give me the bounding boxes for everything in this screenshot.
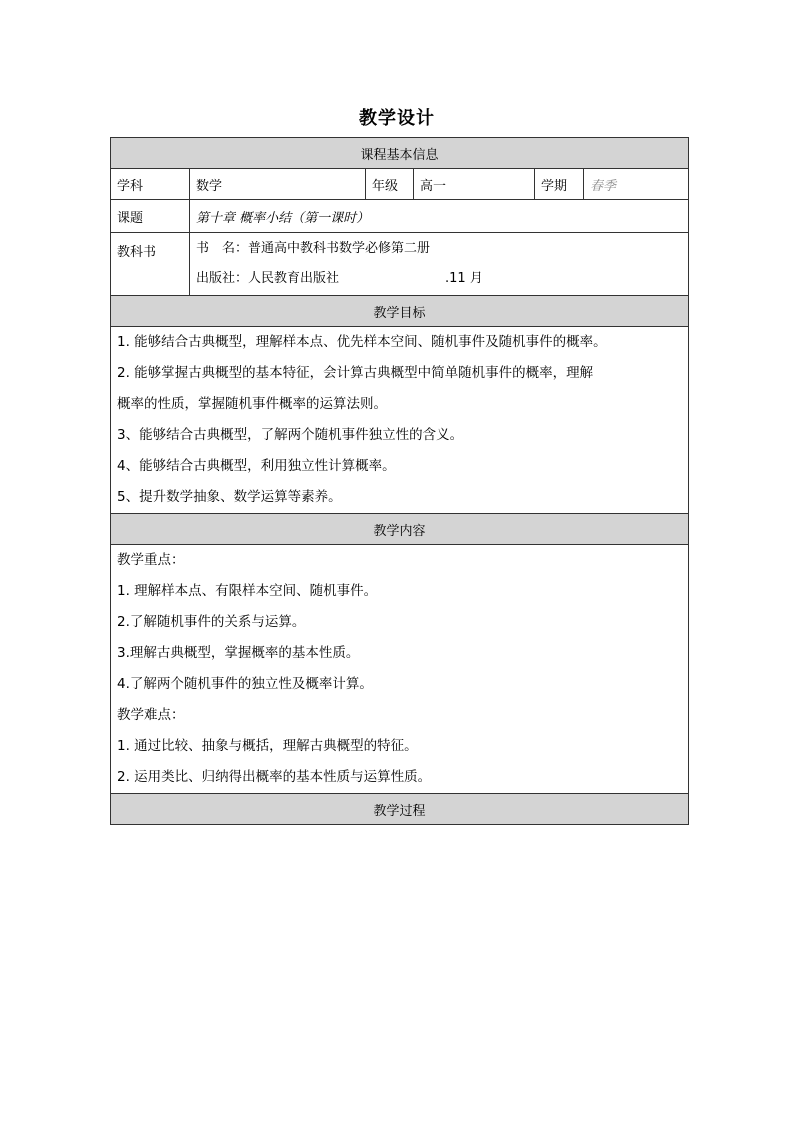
term-value: 春季 bbox=[584, 169, 689, 200]
textbook-details bbox=[190, 233, 689, 296]
document-title: 教学设计 bbox=[359, 108, 435, 129]
grade-value: 高一 bbox=[414, 169, 535, 200]
difficult-point-item: 1. 通过比较、抽象与概括，理解古典概型的特征。 bbox=[117, 738, 418, 754]
objectives-list bbox=[111, 327, 689, 514]
lesson-plan-table bbox=[110, 137, 689, 825]
textbook-label: 教科书 bbox=[111, 233, 190, 296]
objective-item: 概率的性质，掌握随机事件概率的运算法则。 bbox=[117, 396, 387, 412]
key-point-item: 2.了解随机事件的关系与运算。 bbox=[117, 614, 306, 630]
info-row bbox=[111, 169, 689, 200]
section-title: 教学目标 bbox=[111, 296, 689, 327]
subject-label: 学科 bbox=[111, 169, 190, 200]
textbook-row bbox=[111, 233, 689, 296]
objective-item: 3、能够结合古典概型，了解两个随机事件独立性的含义。 bbox=[117, 427, 464, 443]
section-header-content bbox=[111, 514, 689, 545]
objective-item: 2. 能够掌握古典概型的基本特征，会计算古典概型中简单随机事件的概率，理解 bbox=[117, 365, 594, 381]
publisher-line bbox=[196, 264, 682, 294]
content-list bbox=[111, 545, 689, 794]
key-point-item: 4.了解两个随机事件的独立性及概率计算。 bbox=[117, 676, 373, 692]
book-name: 书 名：普通高中教科书数学必修第二册 bbox=[196, 241, 431, 256]
objective-item: 5、提升数学抽象、数学运算等素养。 bbox=[117, 489, 342, 505]
key-point-item: 3.理解古典概型，掌握概率的基本性质。 bbox=[117, 645, 360, 661]
topic-row bbox=[111, 200, 689, 233]
section-header-process bbox=[111, 794, 689, 825]
grade-label: 年级 bbox=[366, 169, 414, 200]
publish-date: .11 月 bbox=[445, 271, 483, 286]
section-title: 教学过程 bbox=[111, 794, 689, 825]
key-points-label: 教学重点： bbox=[117, 552, 185, 568]
topic-value: 第十章 概率小结（第一课时） bbox=[190, 200, 689, 233]
section-header-objectives bbox=[111, 296, 689, 327]
objectives-row bbox=[111, 327, 689, 514]
term-label: 学期 bbox=[535, 169, 584, 200]
key-point-item: 1. 理解样本点、有限样本空间、随机事件。 bbox=[117, 583, 378, 599]
section-title: 课程基本信息 bbox=[111, 138, 689, 169]
section-title: 教学内容 bbox=[111, 514, 689, 545]
objective-item: 1. 能够结合古典概型，理解样本点、优先样本空间、随机事件及随机事件的概率。 bbox=[117, 334, 607, 350]
section-header-basic-info bbox=[111, 138, 689, 169]
difficult-point-item: 2. 运用类比、归纳得出概率的基本性质与运算性质。 bbox=[117, 769, 432, 785]
subject-value: 数学 bbox=[190, 169, 366, 200]
content-row bbox=[111, 545, 689, 794]
difficult-points-label: 教学难点： bbox=[117, 707, 185, 723]
topic-label: 课题 bbox=[111, 200, 190, 233]
objective-item: 4、能够结合古典概型，利用独立性计算概率。 bbox=[117, 458, 396, 474]
publisher: 出版社：人民教育出版社 bbox=[196, 271, 340, 286]
